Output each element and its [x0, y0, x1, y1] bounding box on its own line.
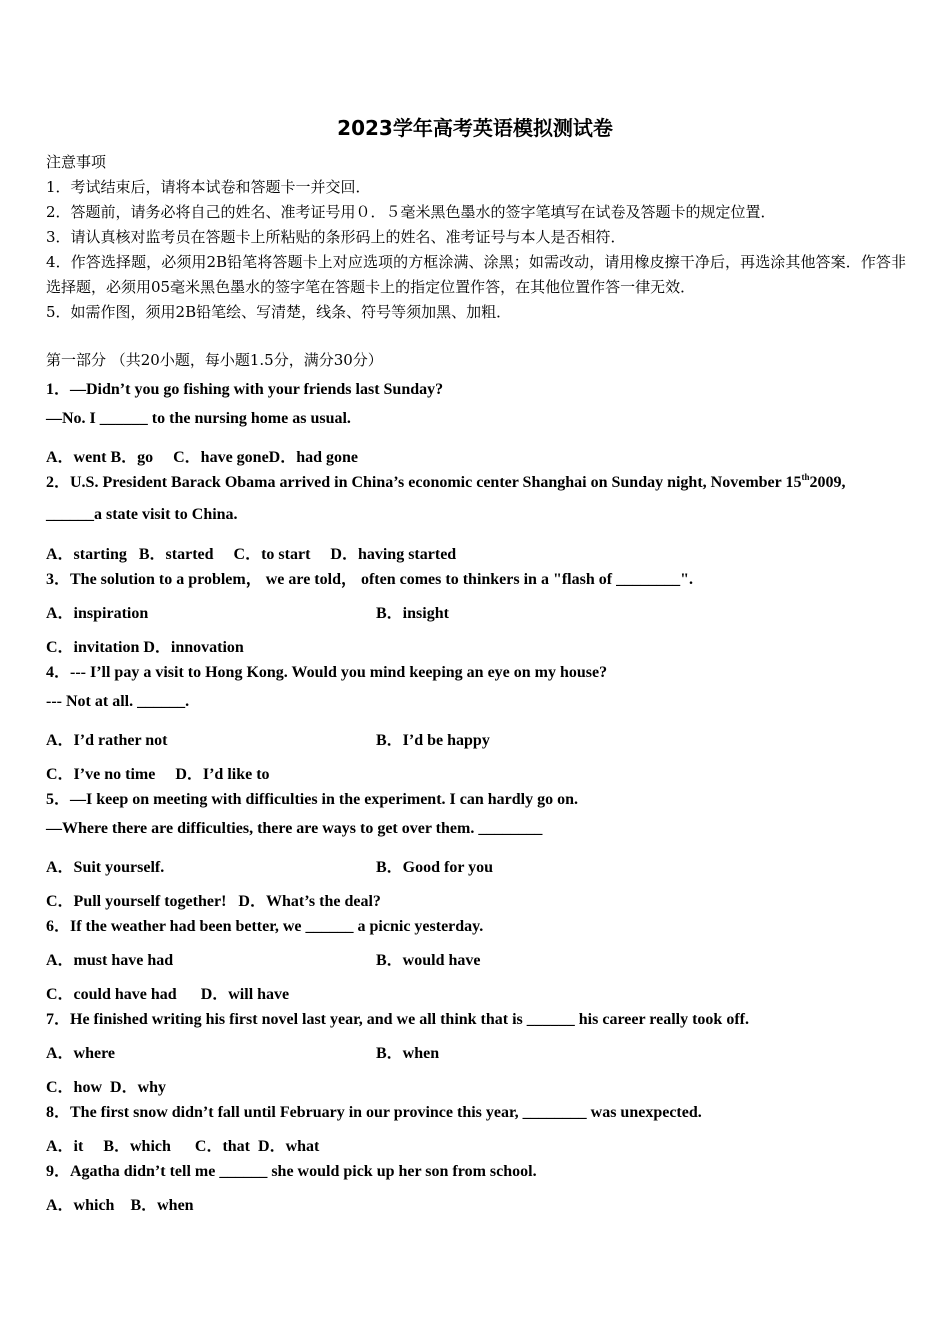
question-1-options: A．went B．go C．have goneD．had gone: [46, 449, 359, 466]
question-9-stem: 9．Agatha didn’t tell me ______ she would pick up her son from school.: [46, 1163, 537, 1180]
ordinal-suffix: th: [801, 472, 810, 482]
notice-heading: 注意事项: [46, 153, 107, 171]
question-2-options: A．starting B．started C．to start D．having started: [46, 546, 457, 563]
question-8-options: A．it B．which C．that D．what: [46, 1138, 320, 1155]
question-4-stem-2: --- Not at all. ______.: [46, 693, 190, 710]
question-7-stem: 7．He finished writing his first novel last year, and we all think that is ______ his career really took off.: [46, 1011, 749, 1028]
section-heading: 第一部分 （共20小题，每小题1.5分，满分30分）: [46, 351, 383, 369]
question-7-options-cd: C．how D．why: [46, 1079, 167, 1096]
question-6-option-a: A．must have had: [46, 952, 174, 969]
question-7-option-a: A．where: [46, 1045, 116, 1062]
question-6-options-cd: C．could have had D．will have: [46, 986, 290, 1003]
question-8-stem: 8．The first snow didn’t fall until February in our province this year, ________ was unexpected.: [46, 1104, 702, 1121]
notice-item: 5．如需作图，须用2B铅笔绘、写清楚，线条、符号等须加黑、加粗．: [46, 303, 512, 321]
question-2-stem: [46, 469, 916, 492]
question-3-stem: 3．The solution to a problem， we are told， often comes to thinkers in a "flash of ________".: [46, 571, 693, 588]
question-6-option-b: B．would have: [376, 952, 481, 969]
question-9-options: A．which B．when: [46, 1197, 194, 1214]
question-4-options-cd: C．I’ve no time D．I’d like to: [46, 766, 270, 783]
question-3-option-a: A．inspiration: [46, 605, 149, 622]
question-4-option-a: A．I’d rather not: [46, 732, 168, 749]
question-7-option-b: B．when: [376, 1045, 440, 1062]
notice-item: 4．作答选择题，必须用2B铅笔将答题卡上对应选项的方框涂满、涂黑；如需改动，请用橡皮擦干净后，再选涂其他答案．作答非选择题，必须用05毫米黑色墨水的签字笔在答题卡上的指定位置作答，在其他位置作答一律无效．: [46, 253, 906, 296]
notice-item: 3．请认真核对监考员在答题卡上所粘贴的条形码上的姓名、准考证号与本人是否相符．: [46, 228, 626, 246]
page-title: 2023学年高考英语模拟测试卷: [337, 116, 613, 140]
notice-block: [46, 150, 906, 325]
question-4-option-b: B．I’d be happy: [376, 732, 490, 749]
question-5-option-a: A．Suit yourself.: [46, 859, 165, 876]
question-6-stem: 6．If the weather had been better, we ______ a picnic yesterday.: [46, 918, 484, 935]
notice-item: 2．答题前，请务必将自己的姓名、准考证号用０．５毫米黑色墨水的签字笔填写在试卷及答题卡的规定位置．: [46, 203, 776, 221]
question-4-stem: 4．--- I’ll pay a visit to Hong Kong. Would you mind keeping an eye on my house?: [46, 664, 608, 681]
question-3-options-cd: C．invitation D．innovation: [46, 639, 244, 656]
question-1-stem: 1．—Didn’t you go fishing with your friends last Sunday?: [46, 381, 444, 398]
question-2-stem-text: 2．U.S. President Barack Obama arrived in China’s economic center Shanghai on Sunday night, November 15: [46, 474, 802, 491]
question-5-option-b: B．Good for you: [376, 859, 494, 876]
question-5-stem-2: —Where there are difficulties, there are ways to get over them. ________: [46, 820, 543, 837]
question-2-stem-2: ______a state visit to China.: [46, 506, 238, 523]
question-3-option-b: B．insight: [376, 605, 449, 622]
question-5-options-cd: C．Pull yourself together! D．What’s the deal?: [46, 893, 381, 910]
question-2-stem-year: 2009,: [809, 474, 846, 491]
question-5-stem: 5．—I keep on meeting with difficulties in the experiment. I can hardly go on.: [46, 791, 578, 808]
notice-item: 1．考试结束后，请将本试卷和答题卡一并交回．: [46, 178, 371, 196]
question-1-stem-2: —No. I ______ to the nursing home as usual.: [46, 410, 351, 427]
